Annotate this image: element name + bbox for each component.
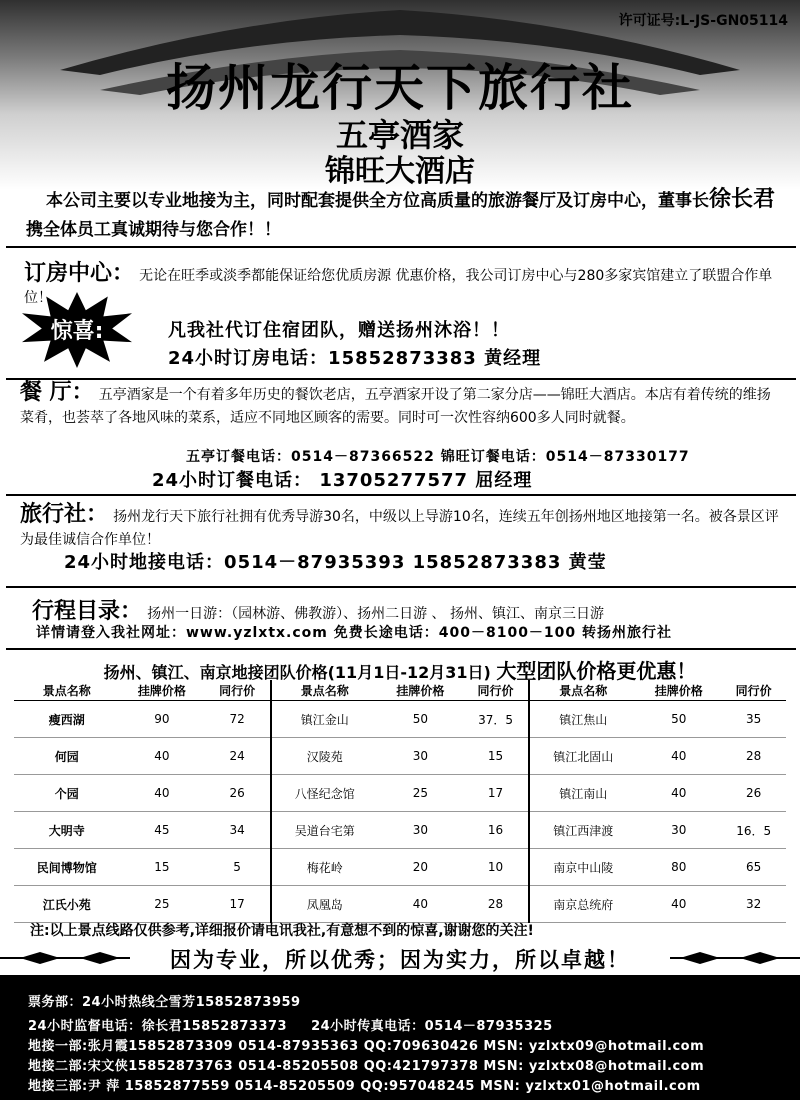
table-header-row	[14, 680, 786, 701]
table-cell: 个园	[14, 775, 119, 812]
table-cell: 南京总统府	[529, 886, 636, 923]
company-title: 扬州龙行天下旅行社	[166, 59, 634, 117]
column-header: 挂牌价格	[378, 680, 463, 701]
ticket-dept: 票务部：24小时热线仝雪芳15852873959	[28, 995, 301, 1010]
surprise-label: 惊喜:	[50, 319, 104, 344]
booking-section	[24, 256, 774, 309]
itinerary-heading: 行程目录：	[32, 599, 143, 624]
column-header: 同行价	[463, 680, 529, 701]
divider	[6, 586, 796, 588]
agency-phone: 24小时地接电话：0514－87935393 15852873383 黄莹	[64, 552, 607, 573]
table-cell: 26	[721, 775, 786, 812]
ground-dept-2: 地接二部:宋文侠15852873763 0514-85205508 QQ:421797378 MSN: yzlxtx08@hotmail.com	[28, 1059, 705, 1074]
booking-heading: 订房中心：	[24, 261, 135, 286]
table-cell: 20	[378, 849, 463, 886]
table-cell: 30	[636, 812, 721, 849]
table-cell: 16．5	[721, 812, 786, 849]
table-cell: 镇江金山	[271, 701, 378, 738]
table-cell: 5	[204, 849, 270, 886]
table-cell: 80	[636, 849, 721, 886]
restaurant-24h-phone: 24小时订餐电话： 13705277577 屈经理	[152, 470, 533, 491]
divider	[6, 648, 796, 650]
table-cell: 镇江焦山	[529, 701, 636, 738]
booking-text: 无论在旺季或淡季都能保证给您优质房源 优惠价格，我公司订房中心与280多家宾馆建立了联盟合作单位！	[24, 268, 773, 306]
table-cell: 汉陵苑	[271, 738, 378, 775]
table-row	[14, 738, 786, 775]
table-cell: 65	[721, 849, 786, 886]
divider	[6, 246, 796, 248]
table-cell: 28	[721, 738, 786, 775]
table-cell: 90	[119, 701, 204, 738]
restaurant-name-2: 锦旺大酒店	[325, 154, 475, 189]
fax-phone: 24小时传真电话：0514－87935325	[311, 1019, 553, 1034]
table-cell: 25	[119, 886, 204, 923]
table-cell: 24	[204, 738, 270, 775]
restaurant-text: 五亭酒家是一个有着多年历史的餐饮老店，五亭酒家开设了第二家分店——锦旺大酒店。本店有着传统的维扬菜肴，也荟萃了各地风味的菜系，适应不同地区顾客的需要。同时可一次性容纳600多人同时就餐。	[20, 387, 771, 426]
table-cell: 镇江北固山	[529, 738, 636, 775]
booking-phone: 24小时订房电话：15852873383 黄经理	[168, 348, 542, 369]
table-cell: 民间博物馆	[14, 849, 119, 886]
contact-footer	[0, 975, 800, 1100]
table-cell: 34	[204, 812, 270, 849]
column-header: 景点名称	[271, 680, 378, 701]
price-title-highlight: 大型团队价格更优惠！	[496, 659, 697, 683]
divider	[6, 378, 796, 380]
table-cell: 50	[636, 701, 721, 738]
chairman-name: 徐长君	[709, 187, 776, 212]
table-cell: 凤凰岛	[271, 886, 378, 923]
ground-dept-3: 地接三部:尹 萍 15852877559 0514-85205509 QQ:957048245 MSN: yzlxtx01@hotmail.com	[28, 1079, 701, 1094]
table-cell: 15	[119, 849, 204, 886]
price-title-text: 扬州、镇江、南京地接团队价格(11月1日-12月31日)	[103, 663, 491, 682]
table-row	[14, 886, 786, 923]
ground-dept-1: 地接一部:张月霞15852873309 0514-87935363 QQ:709630426 MSN: yzlxtx09@hotmail.com	[28, 1039, 705, 1054]
column-header: 挂牌价格	[636, 680, 721, 701]
table-cell: 30	[378, 738, 463, 775]
intro-text-2: 携全体员工真诚期待与您合作！！	[26, 220, 281, 240]
column-header: 挂牌价格	[119, 680, 204, 701]
table-cell: 吴道台宅第	[271, 812, 378, 849]
table-cell: 梅花岭	[271, 849, 378, 886]
table-cell: 17	[463, 775, 529, 812]
restaurant-phones: 五亭订餐电话：0514－87366522 锦旺订餐电话：0514－87330177	[186, 449, 690, 465]
table-cell: 37．5	[463, 701, 529, 738]
table-cell: 镇江南山	[529, 775, 636, 812]
slogan: 因为专业，所以优秀；因为实力，所以卓越！	[170, 948, 630, 972]
supervision-phone: 24小时监督电话：徐长君15852873373	[28, 1019, 288, 1034]
itinerary-website: 详情请登入我社网址：www.yzlxtx.com 免费长途电话：400－8100－100 转扬州旅行社	[36, 625, 673, 641]
restaurant-name-1: 五亭酒家	[335, 116, 464, 154]
intro-paragraph	[26, 185, 786, 245]
table-cell: 50	[378, 701, 463, 738]
restaurant-heading: 餐 厅：	[20, 380, 94, 405]
table-cell: 17	[204, 886, 270, 923]
table-row	[14, 849, 786, 886]
table-cell: 28	[463, 886, 529, 923]
table-cell: 15	[463, 738, 529, 775]
table-cell: 瘦西湖	[14, 701, 119, 738]
disclaimer-note: 注:以上景点线路仅供参考,详细报价请电讯我社,有意想不到的惊喜,谢谢您的关注!	[30, 923, 534, 939]
table-cell: 10	[463, 849, 529, 886]
table-cell: 40	[378, 886, 463, 923]
table-cell: 40	[636, 886, 721, 923]
booking-promo: 凡我社代订住宿团队，赠送扬州沐浴！！	[168, 320, 510, 341]
column-header: 景点名称	[14, 680, 119, 701]
table-cell: 72	[204, 701, 270, 738]
table-cell: 45	[119, 812, 204, 849]
table-cell: 35	[721, 701, 786, 738]
table-row	[14, 775, 786, 812]
table-cell: 南京中山陵	[529, 849, 636, 886]
table-cell: 25	[378, 775, 463, 812]
agency-heading: 旅行社：	[20, 502, 109, 527]
table-cell: 40	[119, 775, 204, 812]
table-cell: 16	[463, 812, 529, 849]
restaurant-section	[20, 382, 780, 429]
table-cell: 八怪纪念馆	[271, 775, 378, 812]
table-cell: 30	[378, 812, 463, 849]
intro-text-1: 本公司主要以专业地接为主，同时配套提供全方位高质量的旅游餐厅及订房中心，董事长	[46, 191, 709, 211]
license-number: 许可证号:L-JS-GN05114	[618, 13, 788, 29]
table-cell: 江氏小苑	[14, 886, 119, 923]
column-header: 同行价	[721, 680, 786, 701]
itinerary-text: 扬州一日游：（园林游、佛教游）、扬州二日游 、 扬州、镇江、南京三日游	[147, 606, 605, 622]
table-row	[14, 812, 786, 849]
table-cell: 32	[721, 886, 786, 923]
divider	[6, 494, 796, 496]
table-cell: 26	[204, 775, 270, 812]
agency-section	[20, 504, 780, 551]
table-cell: 40	[636, 738, 721, 775]
agency-text: 扬州龙行天下旅行社拥有优秀导游30名，中级以上导游10名，连续五年创扬州地区地接第一名。被各景区评为最佳诚信合作单位！	[20, 509, 779, 548]
itinerary-section	[32, 594, 782, 625]
hotline-row	[28, 1015, 553, 1034]
price-table	[14, 680, 786, 923]
table-cell: 40	[119, 738, 204, 775]
table-cell: 大明寺	[14, 812, 119, 849]
table-row	[14, 701, 786, 738]
table-cell: 40	[636, 775, 721, 812]
column-header: 景点名称	[529, 680, 636, 701]
table-cell: 何园	[14, 738, 119, 775]
column-header: 同行价	[204, 680, 270, 701]
table-cell: 镇江西津渡	[529, 812, 636, 849]
